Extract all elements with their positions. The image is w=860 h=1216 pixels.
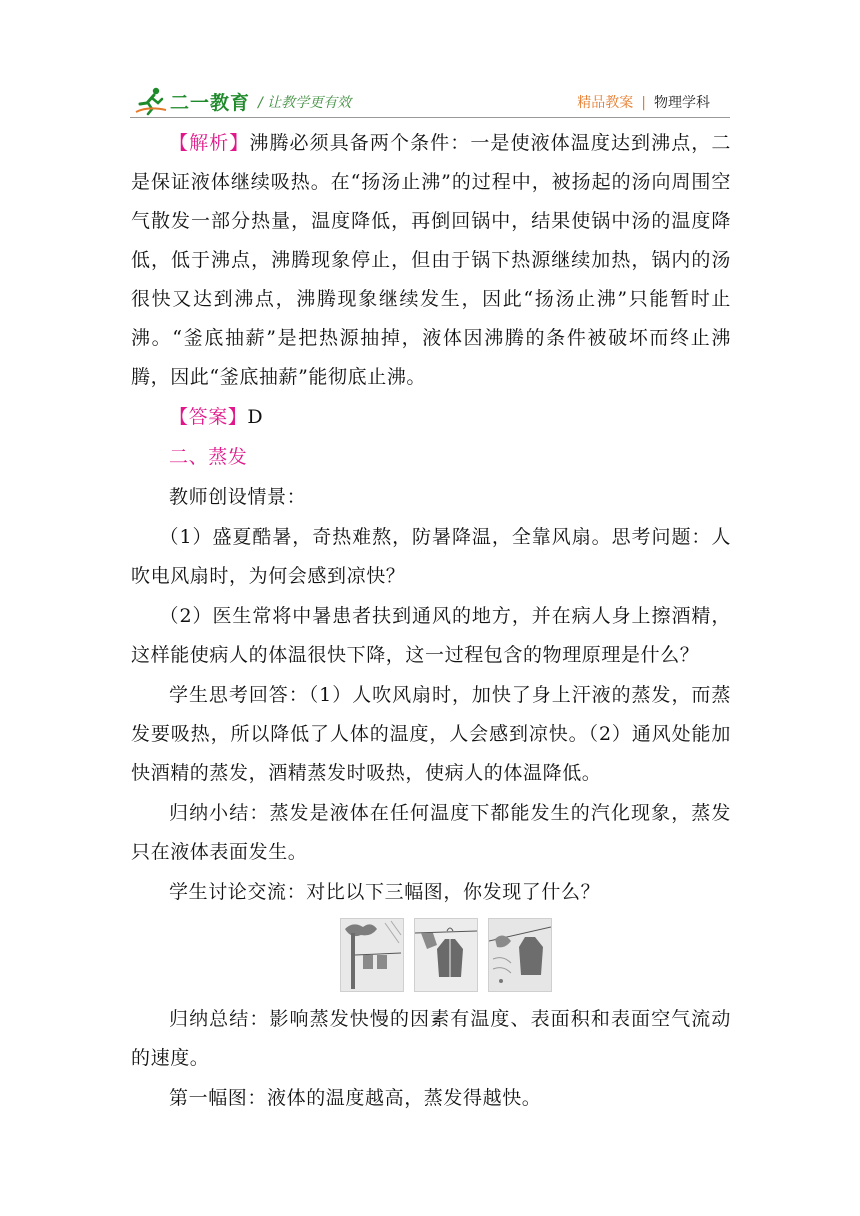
header-right [577,92,710,112]
category-label: 精品教案 [577,95,634,111]
subject-label: 物理学科 [654,95,710,111]
header-divider [130,117,730,118]
summary-1: 归纳小结：蒸发是液体在任何温度下都能发生的汽化现象，蒸发只在液体表面发生。 [131,802,731,863]
answer-value: D [247,406,264,428]
figure-clothes-in-wind [488,918,552,992]
header-separator: | [641,95,646,111]
section-heading: 二、蒸发 [169,446,248,468]
summary-2: 归纳总结：影响蒸发快慢的因素有温度、表面积和表面空气流动的速度。 [131,1008,731,1069]
answer-paragraph [131,398,731,437]
figure-clothes-in-sun [340,918,404,992]
page-header [0,0,860,120]
teacher-intro: 教师创设情景： [169,486,307,508]
analysis-paragraph [131,124,731,397]
answer-tag: 【答案】 [169,406,248,428]
document-body [131,124,731,1118]
discussion-prompt: 学生讨论交流：对比以下三幅图，你发现了什么？ [169,881,601,903]
student-answer: 学生思考回答：（1）人吹风扇时，加快了身上汗液的蒸发，而蒸发要吸热，所以降低了人体的温度，人会感到凉快。（2）通风处能加快酒精的蒸发，酒精蒸发时吸热，使病人的体温降低。 [131,684,731,784]
slogan: / 让教学更有效 [258,95,352,111]
analysis-text: 沸腾必须具备两个条件：一是使液体温度达到沸点，二是保证液体继续吸热。在“扬汤止沸”的过程中，被扬起的汤向周围空气散发一部分热量，温度降低，再倒回锅中，结果使锅中汤的温度降低，低于沸点，沸腾现象停止，但由于锅下热源继续加热，锅内的汤很快又达到沸点，沸腾现象继续发生，因此“扬汤止沸”只能暂时止沸。“釜底抽薪”是把热源抽掉，液体因沸腾的条件被破坏而终止沸腾，因此“釜底抽薪”能彻底止沸。 [131,132,731,388]
analysis-tag: 【解析】 [169,132,250,154]
logo-text: 二一教育 [170,91,251,114]
figure-1-note: 第一幅图：液体的温度越高，蒸发得越快。 [169,1087,542,1109]
figure-row [131,918,731,992]
figure-spread-clothes [414,918,478,992]
running-figure-icon [134,86,168,116]
scenario-1: （1）盛夏酷暑，奇热难熬，防暑降温，全靠风扇。思考问题：人吹电风扇时，为何会感到凉快？ [131,526,731,587]
scenario-2: （2）医生常将中暑患者扶到通风的地方，并在病人身上擦酒精，这样能使病人的体温很快下降，这一过程包含的物理原理是什么？ [131,605,731,666]
logo [134,86,250,116]
